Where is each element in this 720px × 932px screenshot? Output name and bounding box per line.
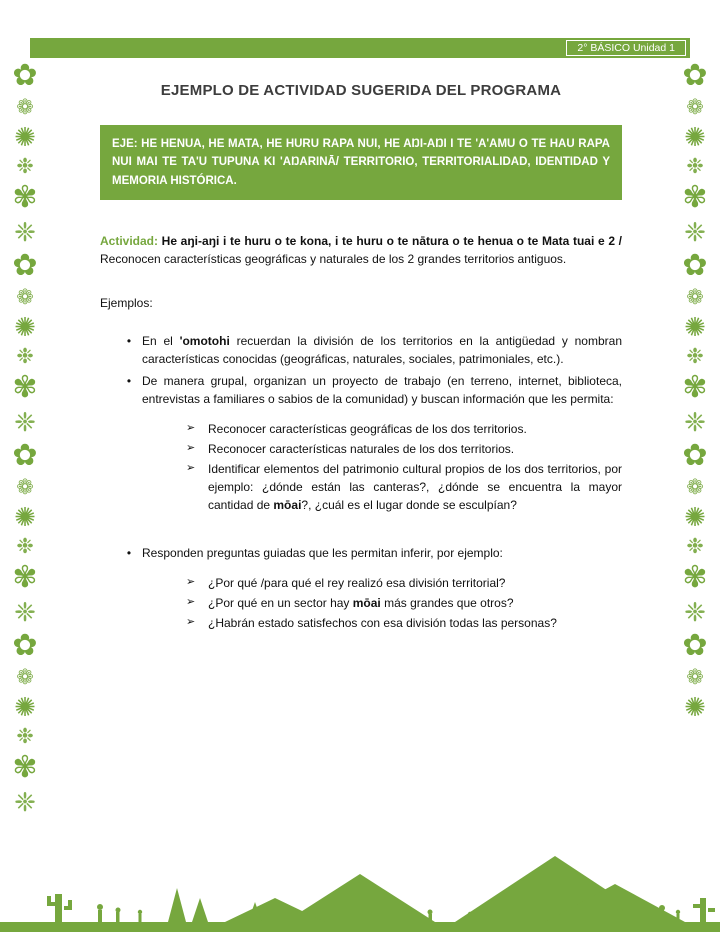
ornament-motif: ❉: [16, 345, 34, 368]
ornament-motif: ✺: [684, 122, 706, 152]
ornament-motif: ✾: [12, 371, 38, 404]
ornament-motif: ✾: [682, 561, 708, 594]
ornament-motif: ❁: [16, 666, 34, 689]
eje-banner: EJE: HE HENUA, HE MATA, HE HURU RAPA NUI, HE AŊI-AŊI I TE 'A'AMU O TE HAU RAPA NUI MAI TE TA'U TUPUNA KI 'AŊARINĀ/ TERRITORIO, TERRITORIALIDAD, IDENTIDAD Y MEMORIA HISTÓRICA.: [100, 125, 622, 200]
arrow-marker: ➢: [186, 616, 196, 629]
sub-bullet-item: [100, 460, 622, 514]
ornament-motif: ✿: [682, 249, 708, 282]
ornament-motif: ❉: [16, 535, 34, 558]
ornament-motif: ✾: [682, 181, 708, 214]
ornament-motif: ✿: [12, 439, 38, 472]
ornament-motif: ✾: [12, 561, 38, 594]
arrow-marker: ➢: [186, 596, 196, 609]
ornament-motif: ❁: [686, 286, 704, 309]
ejemplos-label: Ejemplos:: [100, 296, 153, 311]
ornament-motif: ✺: [684, 692, 706, 722]
ornament-motif: ❈: [14, 597, 36, 627]
ornament-motif: ❁: [16, 476, 34, 499]
ornament-motif: ❈: [684, 217, 706, 247]
ornament-motif: ❁: [686, 476, 704, 499]
ornament-motif: ❈: [14, 407, 36, 437]
arrow-marker: ➢: [186, 422, 196, 435]
footer-landscape: [0, 852, 720, 932]
right-ornament-border: [672, 58, 718, 748]
ornament-motif: ✺: [684, 502, 706, 532]
ornament-motif: ✿: [682, 59, 708, 92]
sub-bullet-text: Identificar elementos del patrimonio cultural propios de los dos territorios, por ejemplo: ¿dónde están las canteras?, ¿dónde se encuentra la mayor cantidad de mōai?, ¿cuál es el lugar donde se esculpían?: [208, 462, 622, 513]
actividad-paragraph: Actividad: He aŋi-aŋi i te huru o te kona, i te huru o te nātura o te henua o te Mata tuai e 2 / Reconocen características geográficas y naturales de los 2 grandes territorios antiguos.: [100, 234, 622, 267]
bullet-marker: •: [126, 334, 132, 349]
sub-bullet-text: Reconocer características naturales de los dos territorios.: [208, 442, 515, 457]
page-title: EJEMPLO DE ACTIVIDAD SUGERIDA DEL PROGRAMA: [160, 82, 562, 99]
sub-bullet-text: ¿Habrán estado satisfechos con esa división todas las personas?: [208, 616, 557, 631]
ornament-motif: ✿: [682, 439, 708, 472]
ornament-motif: ❈: [684, 407, 706, 437]
sub-bullet-item: [100, 420, 622, 438]
bullet-marker: •: [126, 546, 132, 561]
ornament-motif: ❈: [14, 217, 36, 247]
ornament-motif: ✺: [684, 312, 706, 342]
ornament-motif: ❁: [686, 666, 704, 689]
ornament-motif: ❁: [16, 286, 34, 309]
sub-bullet-text: ¿Por qué en un sector hay mōai más grandes que otros?: [208, 596, 514, 611]
ornament-motif: ✾: [12, 181, 38, 214]
ornament-motif: ❉: [686, 155, 704, 178]
arrow-marker: ➢: [186, 442, 196, 455]
arrow-marker: ➢: [186, 576, 196, 589]
ornament-motif: ❈: [14, 787, 36, 817]
ornament-motif: ❁: [16, 96, 34, 119]
ornament-motif: ✿: [12, 249, 38, 282]
ornament-motif: ✺: [14, 692, 36, 722]
ornament-motif: ❁: [686, 96, 704, 119]
bullet-marker: •: [126, 374, 132, 389]
sub-bullet-text: ¿Por qué /para qué el rey realizó esa división territorial?: [208, 576, 506, 591]
ornament-motif: ❉: [16, 155, 34, 178]
ornament-motif: ❉: [686, 345, 704, 368]
bullet-item: [100, 544, 622, 562]
ornament-motif: ✿: [12, 59, 38, 92]
sub-bullet-item: [100, 594, 622, 612]
left-ornament-border: [2, 58, 48, 858]
ornament-motif: ✾: [682, 371, 708, 404]
landscape-illustration: [0, 852, 720, 932]
ornament-motif: ❉: [686, 535, 704, 558]
bullet-text: En el 'omotohi recuerdan la división de los territorios en la antigüedad y nombran características conocidas (geográficas, naturales, sociales, patrimoniales, etc.).: [142, 334, 622, 367]
ornament-motif: ✿: [12, 629, 38, 662]
ornament-motif: ✿: [682, 629, 708, 662]
ornament-motif: ✺: [14, 122, 36, 152]
bullet-text: De manera grupal, organizan un proyecto de trabajo (en terreno, internet, biblioteca, entrevistas a familiares o sabios de la comunidad) y buscan información que les permita:: [142, 374, 622, 407]
ornament-motif: ✺: [14, 312, 36, 342]
ornament-motif: ✺: [14, 502, 36, 532]
sub-bullet-item: [100, 440, 622, 458]
ornament-motif: ❈: [684, 597, 706, 627]
sub-bullet-text: Reconocer características geográficas de los dos territorios.: [208, 422, 527, 437]
ornament-motif: ✾: [12, 751, 38, 784]
unit-badge: 2° BÁSICO Unidad 1: [566, 40, 686, 56]
arrow-marker: ➢: [186, 462, 196, 475]
ornament-motif: ❉: [16, 725, 34, 748]
header-bar: [30, 38, 690, 58]
sub-bullet-item: [100, 614, 622, 632]
bullet-text: Responden preguntas guiadas que les permitan inferir, por ejemplo:: [142, 546, 503, 561]
content-column: [100, 82, 622, 632]
sub-bullet-item: [100, 574, 622, 592]
bullet-item: [100, 372, 622, 408]
bullet-item: [100, 332, 622, 368]
